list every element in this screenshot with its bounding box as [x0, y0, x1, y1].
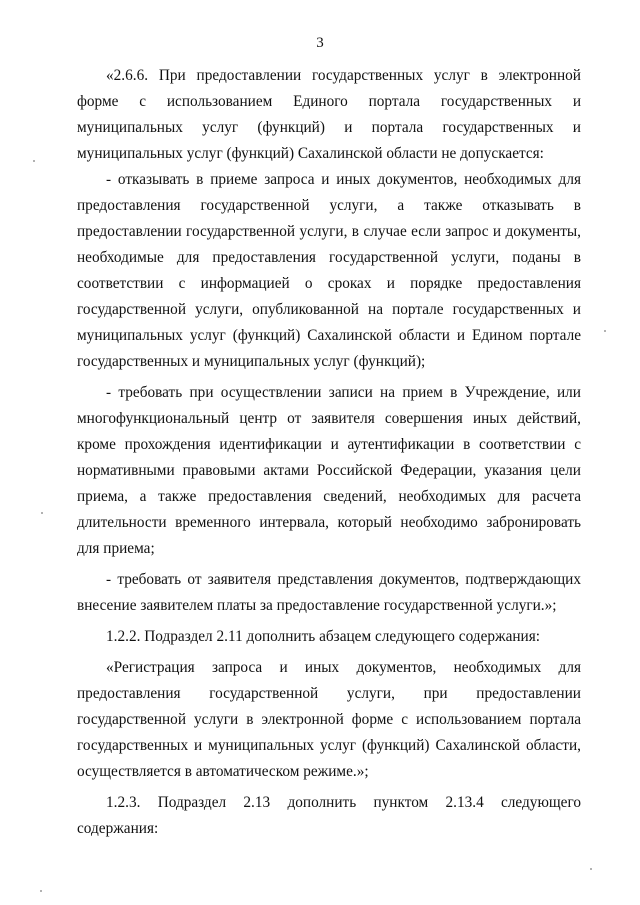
scan-speck — [33, 160, 35, 162]
paragraph-refusal-item: - отказывать в приеме запроса и иных документов, необходимых для предоставления государственной услуги, а также отказывать в предоставлении государственной услуги, в случае если запрос и документы, необходимые для предоставления государственной услуги, поданы в соответствии с информацией о сроках и порядке предоставления государственной услуги, опубликованной на портале государственных и муниципальных услуг (функций) Сахалинской области и Едином портале государственных и муниципальных услуг (функций); — [77, 171, 581, 370]
paragraph-2-6-6-intro: «2.6.6. При предоставлении государственных услуг в электронной форме с использованием Единого портала государственных и муниципальных услуг (функций) и портала государственных и муниципальных услуг (функций) Сахалинской области не допускается: — [77, 67, 581, 162]
page-number: 3 — [316, 35, 324, 51]
paragraph-appointment-item: - требовать при осуществлении записи на прием в Учреждение, или многофункциональный центр от заявителя совершения иных действий, кроме прохождения идентификации и аутентификации в соответствии с нормативными правовыми актами Российской Федерации, указания цели приема, а также предоставления сведений, необходимых для расчета длительности временного интервала, который необходимо забронировать для приема; — [77, 384, 581, 557]
scan-speck — [41, 512, 43, 514]
paragraph-1-2-2: 1.2.2. Подраздел 2.11 дополнить абзацем следующего содержания: — [106, 628, 541, 645]
paragraph-payment-item: - требовать от заявителя представления документов, подтверждающих внесение заявителем платы за предоставление государственной услуги.»; — [77, 571, 581, 614]
scan-speck — [590, 868, 592, 870]
paragraph-registration-quote: «Регистрация запроса и иных документов, необходимых для предоставления государственной услуги, при предоставлении государственной услуги в электронной форме с использованием портала государственных и муниципальных услуг (функций) Сахалинской области, осуществляется в автоматическом режиме.»; — [77, 659, 581, 780]
scan-speck — [604, 330, 606, 332]
paragraph-1-2-3: 1.2.3. Подраздел 2.13 дополнить пунктом 2.13.4 следующего содержания: — [77, 794, 581, 837]
document-body — [77, 63, 581, 842]
scan-speck — [40, 890, 42, 892]
